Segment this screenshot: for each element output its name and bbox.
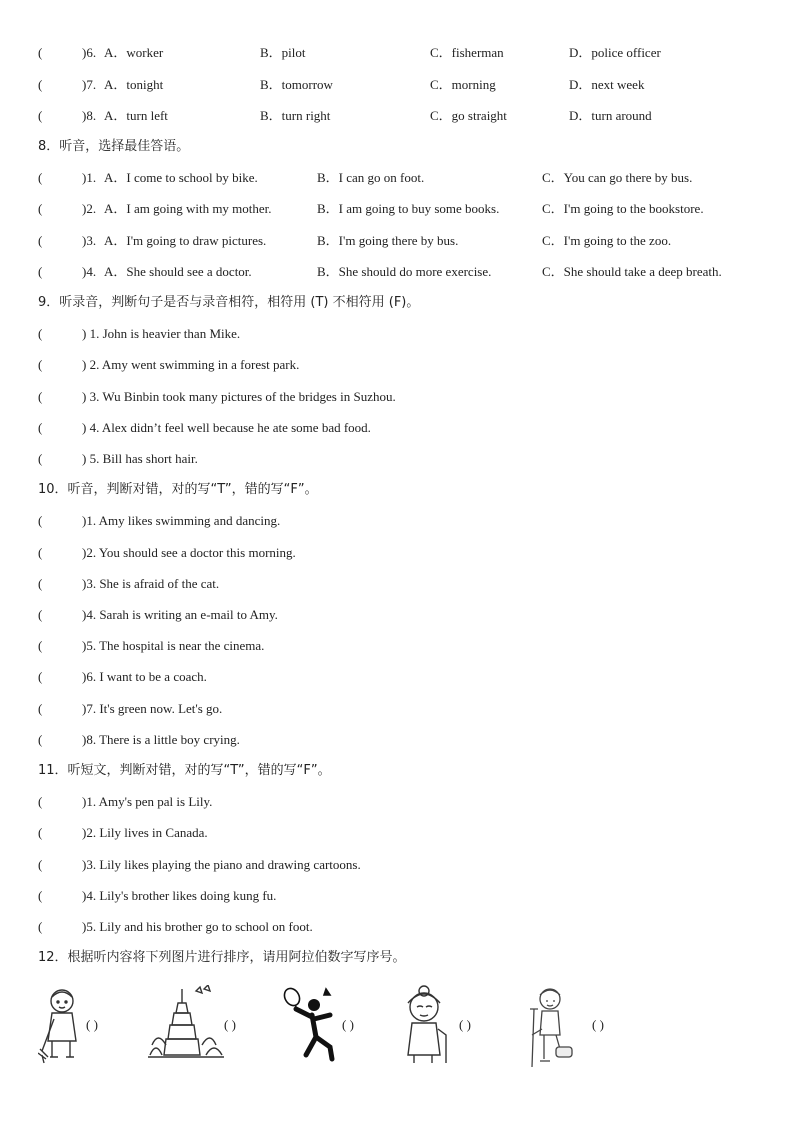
option-b: B．I am going to buy some books. xyxy=(317,201,500,216)
statement-text: )4. Sarah is writing an e-mail to Amy. xyxy=(82,607,278,622)
answer-blank-open[interactable]: ( xyxy=(38,170,43,185)
order-blank[interactable]: ( ) xyxy=(459,1017,471,1032)
answer-blank-open[interactable]: ( xyxy=(38,794,43,809)
statement-text: )2. You should see a doctor this morning. xyxy=(82,545,296,560)
answer-blank-open[interactable]: ( xyxy=(38,45,43,60)
question-number: )3. xyxy=(82,233,97,248)
option-b: B．turn right xyxy=(260,108,331,123)
option-a: A．tonight xyxy=(104,77,164,92)
answer-blank-open[interactable]: ( xyxy=(38,513,43,528)
statement-text: )4. Lily's brother likes doing kung fu. xyxy=(82,888,277,903)
statement-text: )7. It's green now. Let's go. xyxy=(82,701,223,716)
question-number: )1. xyxy=(82,170,97,185)
pagoda-icon xyxy=(148,985,224,1061)
grandmother-icon xyxy=(398,985,454,1065)
option-b: B．She should do more exercise. xyxy=(317,264,492,279)
option-c: C．You can go there by bus. xyxy=(542,170,693,185)
option-d: D．turn around xyxy=(569,108,652,123)
answer-blank-open[interactable]: ( xyxy=(38,201,43,216)
option-c: C．fisherman xyxy=(430,45,504,60)
order-blank[interactable]: ( ) xyxy=(592,1017,604,1032)
answer-blank-open[interactable]: ( xyxy=(38,389,43,404)
statement-text: ) 4. Alex didn’t feel well because he ate some bad food. xyxy=(82,420,371,435)
question-number: )6. xyxy=(82,45,97,60)
section-heading: 11．听短文，判断对错，对的写“T”，错的写“F”。 xyxy=(38,763,331,778)
question-number: )2. xyxy=(82,201,97,216)
option-c: C．I'm going to the zoo. xyxy=(542,233,672,248)
section-heading: 8．听音，选择最佳答语。 xyxy=(38,139,190,154)
statement-text: )5. The hospital is near the cinema. xyxy=(82,638,265,653)
option-c: C．I'm going to the bookstore. xyxy=(542,201,704,216)
section-heading: 10．听音，判断对错，对的写“T”，错的写“F”。 xyxy=(38,482,318,497)
answer-blank-open[interactable]: ( xyxy=(38,919,43,934)
option-a: A．I come to school by bike. xyxy=(104,170,258,185)
option-a: A．turn left xyxy=(104,108,168,123)
statement-text: ) 2. Amy went swimming in a forest park. xyxy=(82,357,300,372)
injured-boy-crutch-icon xyxy=(526,985,578,1069)
option-a: A．I'm going to draw pictures. xyxy=(104,233,267,248)
statement-text: )3. Lily likes playing the piano and drawing cartoons. xyxy=(82,857,361,872)
answer-blank-open[interactable]: ( xyxy=(38,701,43,716)
section-heading: 12．根据听内容将下列图片进行排序，请用阿拉伯数字写序号。 xyxy=(38,950,406,965)
option-a: A．I am going with my mother. xyxy=(104,201,272,216)
answer-blank-open[interactable]: ( xyxy=(38,576,43,591)
answer-blank-open[interactable]: ( xyxy=(38,638,43,653)
statement-text: ) 1. John is heavier than Mike. xyxy=(82,326,241,341)
answer-blank-open[interactable]: ( xyxy=(38,326,43,341)
order-blank[interactable]: ( ) xyxy=(342,1017,354,1032)
order-blank[interactable]: ( ) xyxy=(86,1017,98,1032)
option-b: B．I'm going there by bus. xyxy=(317,233,459,248)
option-c: C．She should take a deep breath. xyxy=(542,264,722,279)
option-c: C．morning xyxy=(430,77,496,92)
answer-blank-open[interactable]: ( xyxy=(38,825,43,840)
question-number: )8. xyxy=(82,108,97,123)
statement-text: )8. There is a little boy crying. xyxy=(82,732,240,747)
statement-text: )1. Amy likes swimming and dancing. xyxy=(82,513,281,528)
statement-text: )3. She is afraid of the cat. xyxy=(82,576,220,591)
option-a: A．worker xyxy=(104,45,164,60)
answer-blank-open[interactable]: ( xyxy=(38,357,43,372)
option-b: B．I can go on foot. xyxy=(317,170,425,185)
option-d: D．next week xyxy=(569,77,645,92)
section-heading: 9．听录音，判断句子是否与录音相符，相符用 (T) 不相符用 (F)。 xyxy=(38,295,420,310)
answer-blank-open[interactable]: ( xyxy=(38,857,43,872)
option-b: B．pilot xyxy=(260,45,306,60)
answer-blank-open[interactable]: ( xyxy=(38,545,43,560)
option-b: B．tomorrow xyxy=(260,77,333,92)
answer-blank-open[interactable]: ( xyxy=(38,888,43,903)
statement-text: )1. Amy's pen pal is Lily. xyxy=(82,794,213,809)
answer-blank-open[interactable]: ( xyxy=(38,233,43,248)
boy-sweeping-icon xyxy=(38,985,88,1065)
answer-blank-open[interactable]: ( xyxy=(38,669,43,684)
badminton-player-icon xyxy=(282,985,346,1065)
option-c: C．go straight xyxy=(430,108,507,123)
question-number: )7. xyxy=(82,77,97,92)
answer-blank-open[interactable]: ( xyxy=(38,732,43,747)
answer-blank-open[interactable]: ( xyxy=(38,607,43,622)
answer-blank-open[interactable]: ( xyxy=(38,264,43,279)
statement-text: )2. Lily lives in Canada. xyxy=(82,825,208,840)
statement-text: ) 3. Wu Binbin took many pictures of the bridges in Suzhou. xyxy=(82,389,396,404)
option-a: A．She should see a doctor. xyxy=(104,264,252,279)
option-d: D．police officer xyxy=(569,45,661,60)
statement-text: )5. Lily and his brother go to school on foot. xyxy=(82,919,313,934)
answer-blank-open[interactable]: ( xyxy=(38,77,43,92)
picture-sequence xyxy=(38,985,758,1070)
statement-text: ) 5. Bill has short hair. xyxy=(82,451,198,466)
answer-blank-open[interactable]: ( xyxy=(38,108,43,123)
statement-text: )6. I want to be a coach. xyxy=(82,669,207,684)
answer-blank-open[interactable]: ( xyxy=(38,451,43,466)
order-blank[interactable]: ( ) xyxy=(224,1017,236,1032)
question-number: )4. xyxy=(82,264,97,279)
answer-blank-open[interactable]: ( xyxy=(38,420,43,435)
